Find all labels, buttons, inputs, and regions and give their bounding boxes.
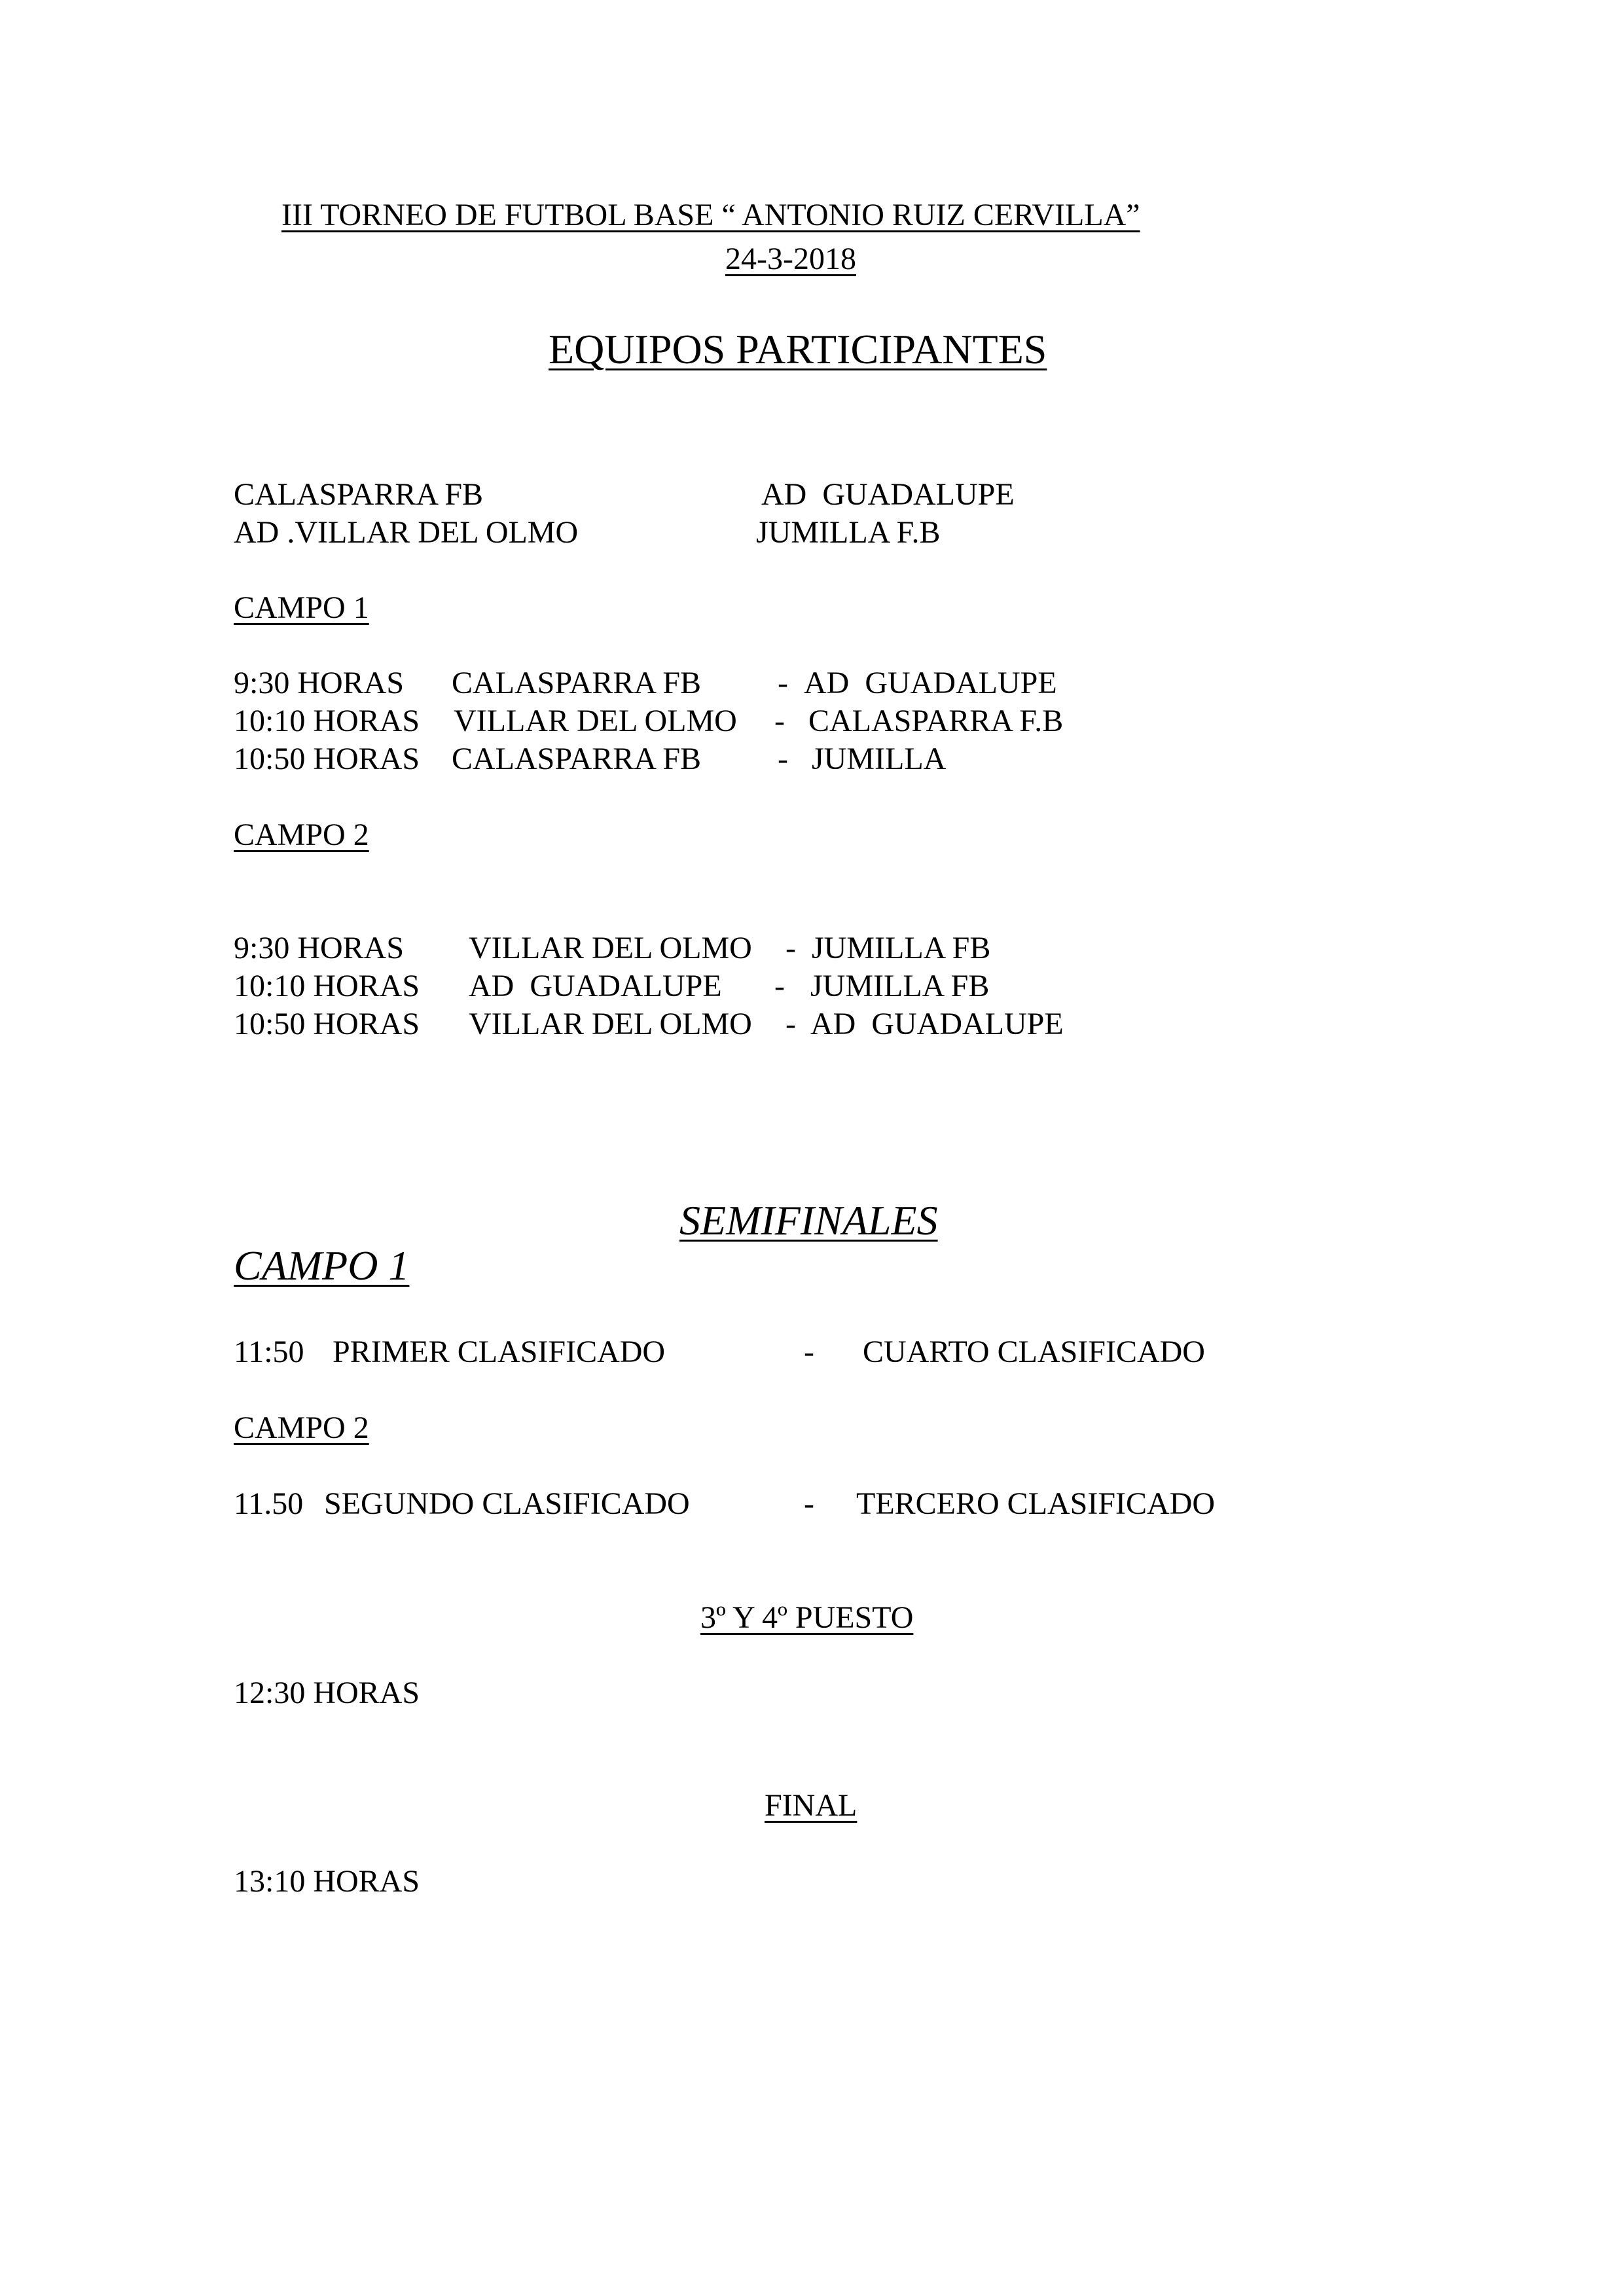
tournament-title: III TORNEO DE FUTBOL BASE “ ANTONIO RUIZ CERVILLA” bbox=[281, 198, 1140, 232]
match-away: JUMILLA FB bbox=[810, 969, 990, 1003]
tournament-date: 24-3-2018 bbox=[725, 242, 856, 276]
match-sep: - bbox=[778, 666, 788, 700]
semifinales-campo1-label: CAMPO 1 bbox=[234, 1242, 410, 1289]
match-home: VILLAR DEL OLMO bbox=[469, 931, 752, 965]
final-title: FINAL bbox=[765, 1788, 857, 1823]
match-sep: - bbox=[774, 969, 785, 1003]
match-time: 10:50 HORAS bbox=[234, 742, 420, 776]
tercer-puesto-title: 3º Y 4º PUESTO bbox=[700, 1600, 914, 1635]
campo1-label: CAMPO 1 bbox=[234, 590, 369, 625]
match-home: SEGUNDO CLASIFICADO bbox=[324, 1486, 690, 1521]
team-left-1: CALASPARRA FB bbox=[234, 477, 484, 512]
match-away: CUARTO CLASIFICADO bbox=[863, 1335, 1205, 1369]
match-home: CALASPARRA FB bbox=[452, 742, 702, 776]
match-time: 9:30 HORAS bbox=[234, 931, 405, 965]
match-home: VILLAR DEL OLMO bbox=[469, 1007, 752, 1041]
match-sep: - bbox=[804, 1486, 814, 1521]
tercer-puesto-time: 12:30 HORAS bbox=[234, 1676, 420, 1710]
semifinales-campo2-label: CAMPO 2 bbox=[234, 1410, 369, 1445]
team-right-1: AD GUADALUPE bbox=[761, 477, 1015, 512]
team-left-2: AD .VILLAR DEL OLMO bbox=[234, 515, 579, 550]
match-sep: - bbox=[785, 1007, 796, 1041]
match-sep: - bbox=[778, 742, 788, 776]
match-sep: - bbox=[804, 1335, 814, 1369]
match-away: CALASPARRA F.B bbox=[808, 704, 1064, 738]
semifinales-title: SEMIFINALES bbox=[679, 1197, 938, 1244]
match-time: 11.50 bbox=[234, 1486, 304, 1521]
match-time: 10:10 HORAS bbox=[234, 704, 420, 738]
match-sep: - bbox=[774, 704, 785, 738]
match-away: TERCERO CLASIFICADO bbox=[856, 1486, 1216, 1521]
match-time: 9:30 HORAS bbox=[234, 666, 405, 700]
match-away: JUMILLA bbox=[812, 742, 947, 776]
match-away: AD GUADALUPE bbox=[810, 1007, 1064, 1041]
final-time: 13:10 HORAS bbox=[234, 1864, 420, 1899]
match-home: CALASPARRA FB bbox=[452, 666, 702, 700]
match-home: VILLAR DEL OLMO bbox=[454, 704, 737, 738]
match-time: 11:50 bbox=[234, 1335, 304, 1369]
match-home: AD GUADALUPE bbox=[469, 969, 722, 1003]
match-away: JUMILLA FB bbox=[812, 931, 991, 965]
section-title-equipos: EQUIPOS PARTICIPANTES bbox=[549, 326, 1047, 372]
campo2-label: CAMPO 2 bbox=[234, 817, 369, 852]
match-time: 10:50 HORAS bbox=[234, 1007, 420, 1041]
match-home: PRIMER CLASIFICADO bbox=[333, 1335, 666, 1369]
match-away: AD GUADALUPE bbox=[804, 666, 1057, 700]
match-sep: - bbox=[785, 931, 796, 965]
team-right-2: JUMILLA F.B bbox=[756, 515, 941, 550]
match-time: 10:10 HORAS bbox=[234, 969, 420, 1003]
